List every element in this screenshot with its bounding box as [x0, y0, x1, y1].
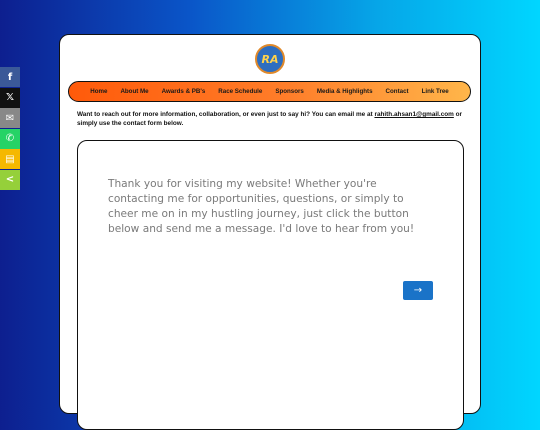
- nav-contact[interactable]: Contact: [385, 88, 409, 95]
- nav-sponsors[interactable]: Sponsors: [275, 88, 304, 95]
- contact-card: [59, 34, 481, 414]
- contact-form: [77, 140, 464, 430]
- contact-intro: [77, 110, 462, 128]
- email-icon: ✉: [5, 112, 15, 124]
- x-icon: 𝕏: [5, 92, 15, 103]
- facebook-share-button[interactable]: [0, 67, 20, 87]
- site-logo[interactable]: RA: [255, 44, 285, 74]
- nav-about-me[interactable]: About Me: [120, 88, 149, 95]
- x-share-button[interactable]: [0, 88, 20, 108]
- sms-icon: ▤: [5, 153, 15, 165]
- nav-race-schedule[interactable]: Race Schedule: [218, 88, 263, 95]
- facebook-icon: f: [7, 71, 13, 83]
- sms-share-button[interactable]: [0, 149, 20, 169]
- form-welcome-message: Thank you for visiting my website! Whether you're contacting me for opportunities, questions, or simply to cheer me on in my hustling journey, just click the button below and send me a message. I'd love to hear from you!: [108, 178, 415, 235]
- main-nav: [68, 81, 471, 102]
- nav-awards[interactable]: Awards & PB's: [161, 88, 206, 95]
- whatsapp-icon: ✆: [5, 133, 15, 144]
- sharethis-share-button[interactable]: [0, 170, 20, 190]
- whatsapp-share-button[interactable]: [0, 129, 20, 149]
- email-share-button[interactable]: [0, 108, 20, 128]
- intro-text-after: or simply use the contact form below.: [77, 111, 463, 127]
- nav-link-tree[interactable]: Link Tree: [421, 88, 449, 95]
- arrow-right-icon: →: [413, 285, 423, 296]
- share-icon: <: [5, 174, 15, 185]
- intro-text-before: Want to reach out for more information, collaboration, or even just to say hi? You can email me at: [77, 111, 375, 118]
- share-bar: [0, 67, 20, 190]
- email-link[interactable]: rahith.ahsan1@gmail.com: [374, 111, 454, 118]
- nav-media-highlights[interactable]: Media & Highlights: [316, 88, 373, 95]
- next-button[interactable]: [403, 281, 433, 300]
- nav-home[interactable]: Home: [90, 88, 108, 95]
